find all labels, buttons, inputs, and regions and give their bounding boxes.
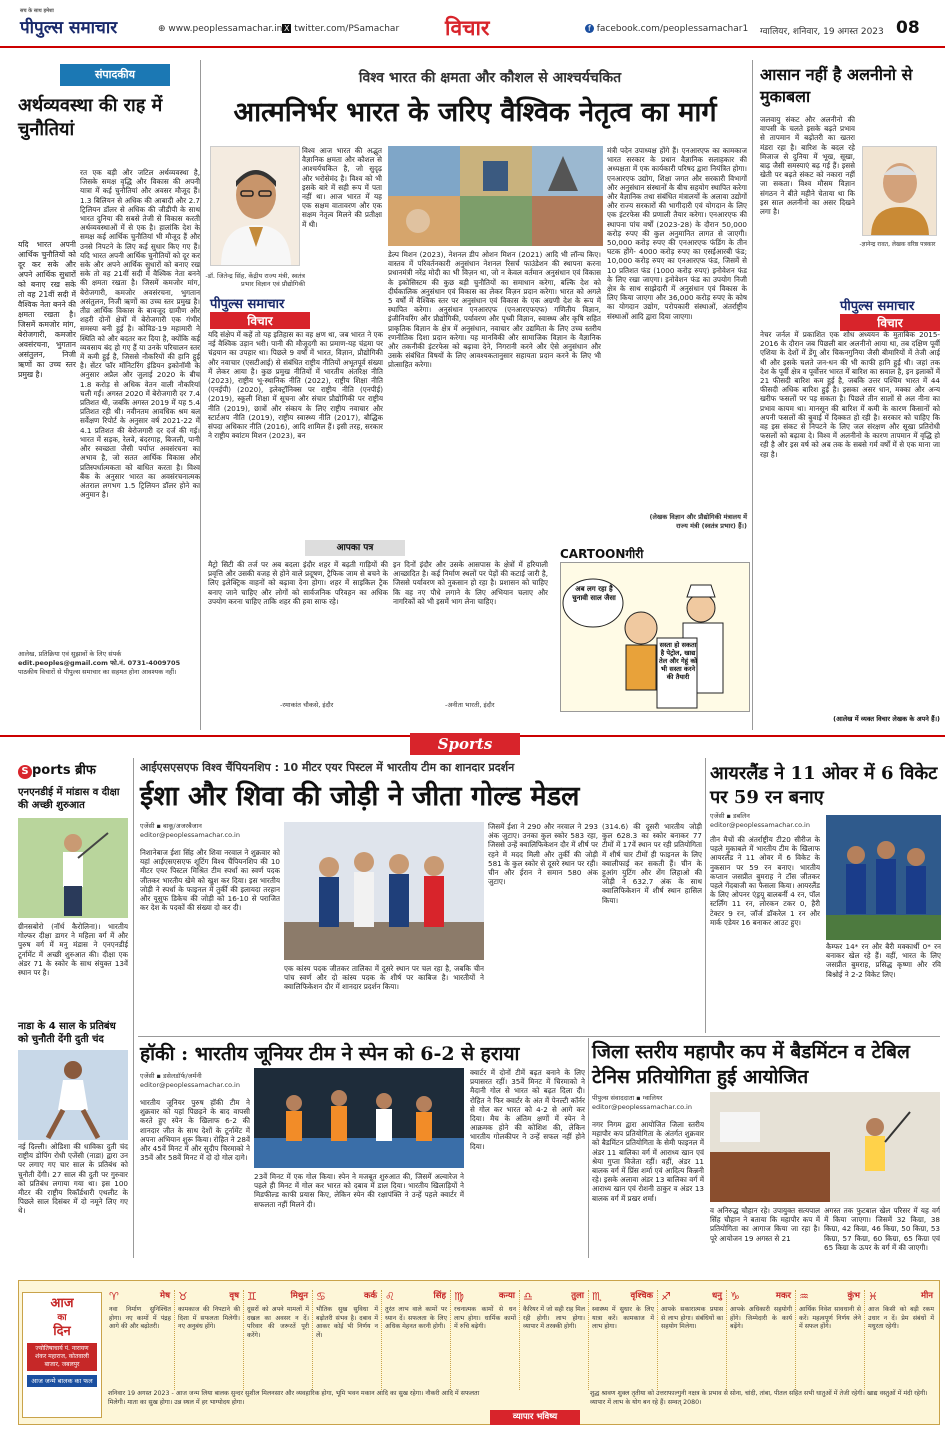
lead-body-col3: मंत्री पदेन उपाध्यक्ष होंगे हैं। एनआरएफ का कामकाज भारत सरकार के प्रधान वैज्ञानिक सलाहकार की अध्यक्षता में एक कार्यकारी परिषद द्वारा नियंत्रित होगा। एनआरएफ उद्योग, शिक्षा जगत और सरकारी विभागों और अनुसंधान संस्थानों के बीच सहयोग स्थापित करेगा और वैज्ञानिक तथा संबंधित मंत्रालयों के अलावा उद्योगों और राज्य सरकारों की भागीदारी एवं योगदान के लिए एक इंटरफेस की प्रणाली तैयार करेगा। एनआरएफ की स्थापना पांच वर्षों (2023-28) के दौरान 50,000 करोड़ रुपए की कुल अनुमानित लागत से जाएगी। 50,000 करोड़ रुपए की एनआरएफ फंडिंग के तीन घटक होंगे- 4000 करोड़ रुपए का एसईआरबी फंड; 10,000 करोड़ रुपए का एनआरएफ फंड, जिसमें से 10 प्रतिशत फंड (1000 करोड़ रुपए) इनोवेशन फंड के लिए रखा जाएगा। इनोवेशन फंड का उपयोग निजी क्षेत्र के साथ साझेदारी में अनुसंधान एवं विकास के लिए किया जाएगा और 36,000 करोड़ रुपए के कोष का योगदान उद्योग, परोपकारी संस्थाओं, अंतर्राष्ट्रीय संस्थाओं आदि द्वारा दिया जाएगा। — [607, 146, 747, 321]
shooting-team-photo — [284, 822, 484, 960]
brief-label-text: ports ब्रीफ — [32, 763, 96, 778]
lead-body-col1b: यदि संक्षेप में कहें तो यह इतिहास का वह क्षण था, जब भारत ने एक नई वैश्विक उड़ान भरी। पानी की मौजूदगी का प्रमाण-यह चंद्रमा पर चंद्रयान का उपहार था। पिछले 9 वर्षों में भारत, विज्ञान, प्रौद्योगिकी और नवाचार (एसटीआई) से संबंधित राष्ट्रीय नीतियों अभूतपूर्व संख्या में लेकर आया है। कुछ प्रमुख नीतियों में भारतीय अंतरिक्ष नीति (2023), राष्ट्रीय भू-स्थानिक नीति (2022), राष्ट्रीय शिक्षा नीति (एनईपी) (2020), इलेक्ट्रॉनिक्स पर राष्ट्रीय नीति (एनपीई) (2019), स्कूली शिक्षा में सूचना और संचार प्रौद्योगिकी पर राष्ट्रीय नीति (2019), छात्रों और संकाय के लिए राष्ट्रीय नवाचार और स्टार्टअप नीति (2019), राष्ट्रीय स्वास्थ्य नीति (2017), बौद्धिक संपदा अधिकार नीति (2016), आदि शामिल हैं। इसी तरह, सरकार ने राष्ट्रीय क्वांटम मिशन (2023), बन — [208, 330, 383, 441]
sign-name: कुंभ — [847, 1291, 860, 1301]
cartoon-bubble-2: सस्ता हो सकता है पेट्रोल, खाद्य तेल और गेहूं को भी सस्ता करने की तैयारी — [659, 641, 697, 681]
author-photo — [210, 146, 300, 266]
sports-brief-label — [18, 760, 128, 779]
cartoon-panel — [560, 562, 750, 712]
facebook-icon: f — [585, 24, 594, 33]
horoscope-title-box — [22, 1292, 102, 1418]
horoscope-title-3: दिन — [53, 1324, 71, 1339]
ireland-body-col1: तीन मैचों की अंतर्राष्ट्रीय टी20 सीरीज के पहले मुकाबले में भारतीय टीम के खिलाफ आयरलैंड ने 11 ओवर में 6 विकेट के नुकसान पर 59 रन बनाए। भारतीय कप्तान जसप्रीत बुमराह ने टॉस जीतकर पहले गेंदबाजी का फैसला किया। आयरलैंड के लिए ओपनर एंड्रयू बालबर्नी 4 रन, पॉल स्टर्लिंग 11 रन, लोरकन टकर 0, हैरी टेक्टर 9 रन, जॉर्ज डॉकरेल 1 रन और मार्क एडेयर 16 बनाकर आउट हुए। — [710, 835, 820, 927]
sign-leo — [382, 1290, 451, 1390]
horoscope-child-forecast: शनिवार 19 अगस्त 2023 - आज जन्म लिया बालक सुन्दर सुशील मिलनसार और व्यवहारिक होगा, भूमि भवन मकान आदि का सुख रहेगा। नौकरी आदि में सफलता मिलेगी। माता का सुख होगा। उन्न स्थल में हर भाग्योदय होगा। — [108, 1390, 480, 1406]
sign-cancer — [313, 1290, 382, 1390]
horoscope-title-2: का — [57, 1313, 67, 1323]
pisces-icon: ♓ — [868, 1290, 878, 1303]
hockey-byline-email[interactable]: editor@peoplessamachar.co.in — [140, 1081, 240, 1089]
right-author-photo — [862, 146, 937, 236]
shooting-body-col2: एक कांस्य पदक जीतकर तालिका में दूसरे स्थान पर चल रहा है, जबकि चीन पांच स्वर्ण और दो कांस्य पदक के शीर्ष पर काबिज है। भारतीयों ने क्वालिफिकेशन दौर में शानदार प्रदर्शन किया। — [284, 964, 484, 992]
editorial-badge: संपादकीय — [60, 64, 170, 86]
lead-logo: पीपुल्स समाचार — [210, 294, 310, 312]
facebook-text: facebook.com/peoplessamachar1 — [596, 24, 749, 34]
badminton-body-col1: नगर निगम द्वारा आयोजित जिला स्तरीय महापौर कप प्रतियोगिता के अंतर्गत शुक्रवार को बैडमिंटन प्रतियोगिता के सेमी फाइनल में अंडर 11 बालिका वर्ग में आराध्य खान एवं श्रेया गुप्ता विजेता रहीं। वहीं, अंडर 11 बालक वर्ग में प्रिंस शर्मा एवं आदित्य किन्ननी रहे। इसके अलावा अंडर 13 बालिका वर्ग में आराध्य खान एवं रोशनी ठाकुर व अंडर 13 बालक वर्ग में प्रखर शर्मा। — [592, 1120, 704, 1203]
sign-sagittarius — [658, 1290, 727, 1390]
badminton-byline-email[interactable]: editor@peoplessamachar.co.in — [592, 1103, 692, 1111]
right-author-caption: -ज्ञानेन्द्र रावत, लेखक वरिष्ठ पत्रकार — [859, 241, 936, 248]
right-body-col-b: नेचर जर्नल में प्रकाशित एक शोध अध्ययन के मुताबिक 2015-2016 के दौरान जब पिछली बार अलनीनो आया था, तब दक्षिण पूर्वी एशिया के देशों में डेंगू और चिकनगुनिया जैसी बीमारियों में तेजी आई थी और इसके चलते जन-धन की भी काफी हानि हुई थी। जहां तक देश के पूर्वी क्षेत्र व पूर्वोत्तर भारत में बारिश का सवाल है, इन इलाकों में 21 फीसदी बारिश कम हुई है, जबकि उत्तर पश्चिम भारत में 44 फीसदी अधिक बारिश हुई है। इसका असर धान, मक्का और अन्य खरीफ फसलों पर पड़ सकता है। पिछले तीन सालों से अल नीना का प्रभाव कायम था। मानसून की बारिश में कमी के कारण किसानों को अपनी फसलों की बुवाई में दिक्कत हो रही है। सरकार को चाहिए कि वह इस संकट से निपटने के लिए जल संरक्षण और सूखा प्रतिरोधी फसलों को बढ़ावा दे। विश्व में अलनीनो के कारण तापमान में वृद्धि हो रही है और इस वर्ष को अब तक के सबसे गर्म वर्षों में से एक माना जा रहा है। — [760, 330, 940, 459]
brief-1-headline[interactable]: एनएनडीई में मांडास व दीक्षा की अच्छी शुरुआत — [18, 787, 120, 811]
lead-kicker: विश्व भारत की क्षमता और कौशल से आश्चर्यचकित — [358, 70, 622, 86]
aquarius-icon: ♒ — [799, 1290, 809, 1303]
sign-name: सिंह — [433, 1291, 446, 1301]
libra-icon: ♎ — [523, 1290, 533, 1303]
brief-2-body: नई दिल्ली। ओडिशा की धाविका दुती चंद राष्ट्रीय डोपिंग रोधी एजेंसी (नाडा) द्वारा उन पर लगाए गए चार साल के प्रतिबंध को चुनौती देंगी। 27 साल की दुती पर गुरुवार को प्रतिबंध लगाया गया था। इस 100 मीटर की राष्ट्रीय रिकॉर्डधारी एथलीट के पिछले साल दिसंबर में दो नमूने लिए गए थे। — [18, 1142, 128, 1216]
right-signature: (आलेख में व्यक्त विचार लेखक के अपने हैं।) — [833, 715, 940, 723]
sign-libra — [520, 1290, 589, 1390]
india-team-photo — [826, 815, 941, 940]
letter-1: मैट्रो सिटी की तर्ज पर अब बदला इंदौर शहर में बढ़ती गाड़ियों की प्रवृत्ति और उसकी वजह से होने वाले प्रदूषण, ट्रैफिक जाम से बचने के लिए इलेक्ट्रिक वाहनों को बढ़ावा देना होगा। शहर में साइकिल ट्रैक बनाए जाने चाहिए और लोगों को सार्वजनिक परिवहन का अधिक उपयोग करना चाहिए ताकि शहर की हवा साफ रहे। — [208, 560, 388, 606]
sign-aquarius — [796, 1290, 865, 1390]
right-logo-block — [840, 296, 940, 331]
sign-name: कर्क — [363, 1291, 377, 1301]
sign-name: मेष — [160, 1291, 170, 1301]
logo-tagline: सच के साथ हमेशा — [20, 8, 54, 14]
cartoon-bubble-1: अब लग रहा है चुनावी साल जैसा — [572, 585, 616, 602]
logo-text: पीपुल्स समाचार — [20, 18, 118, 38]
lead-sign-line2: राज्य मंत्री (स्वतंत्र प्रभार) हैं।) — [676, 522, 747, 530]
section-title: विचार — [445, 15, 490, 40]
facebook-link[interactable] — [585, 24, 748, 34]
sign-text: आपके सकारात्मक प्रयास से लाभ होगा। संबंधियों का सहयोग मिलेगा। — [661, 1306, 723, 1330]
brief-2-athlete-photo — [18, 1050, 128, 1140]
cancer-icon: ♋ — [316, 1290, 326, 1303]
hockey-byline-agency: एजेंसी ▪ डसेलडॉर्फ/जर्मनी — [140, 1072, 202, 1080]
sign-text: कामकाज की निपटाने की दिशा में सफलता मिलेगी। नए अनुबंध होंगे। — [178, 1306, 240, 1330]
letter-1-signature: -रमाकांत चौकसे, इंदौर — [280, 701, 334, 709]
scorpio-icon: ♏ — [592, 1290, 602, 1303]
sign-name: वृष — [229, 1291, 239, 1301]
twitter-text: twitter.com/PSamachar — [294, 24, 400, 34]
hockey-headline[interactable]: हॉकी : भारतीय जूनियर टीम ने स्पेन को 6-2 से हराया — [140, 1043, 520, 1065]
author-caption: -डॉ. जितेन्द्र सिंह, केंद्रीय राज्य मंत्री, स्वतंत्र प्रभार विज्ञान एवं प्रौद्योगिकी — [205, 272, 305, 288]
lead-headline[interactable]: आत्मनिर्भर भारत के जरिए वैश्विक नेतृत्व का मार्ग — [233, 97, 717, 128]
dateline: ग्वालियर, शनिवार, 19 अगस्त 2023 — [760, 27, 884, 37]
sign-virgo — [451, 1290, 520, 1390]
shooting-body-col4: (314.6) की दूसरी भारतीय जोड़ी कुल 628.3 का स्कोर बनाकर 77 टीमों में 17वें स्थान पर रही प्रतियोगिता में शीर्ष चार टीमों ही फाइनल के लिए क्वालीफाई कर सकती हैं। चीन के हुआंग युटिंग और शेंग लिहाओ की जोड़ी ने 632.7 अंक के साथ क्वालिफिकेशन में शीर्ष स्थान हासिल किया। — [602, 822, 702, 905]
aries-icon: ♈ — [109, 1290, 119, 1303]
shooting-byline-agency: एजेंसी ▪ बाकू/अजरबैजान — [140, 822, 202, 830]
shooting-headline[interactable]: ईशा और शिवा की जोड़ी ने जीता गोल्ड मेडल — [140, 781, 580, 812]
sign-text: स्वास्थ्य में सुधार के लिए यात्रा करें। कामकाज में लाभ होगा। — [592, 1306, 654, 1330]
sign-pisces — [865, 1290, 937, 1390]
leo-icon: ♌ — [385, 1290, 395, 1303]
badminton-body-col3: अगस्त तक फुटबाल खेल परिसर में यह वर्ग में किया जाएगा। जिसमें 32 किग्रा, 38 किग्रा, 42 किग्रा, 46 किग्रा, 50 किग्रा, 53 किग्रा, 57 किग्रा, 60 किग्रा, 65 किग्रा एवं 65 किग्रा के ऊपर के वर्ग में की जाएगी। — [824, 1206, 940, 1252]
ireland-byline-email[interactable]: editor@peoplessamachar.co.in — [710, 821, 810, 829]
lead-signature — [607, 512, 747, 530]
hockey-team-photo — [254, 1068, 464, 1168]
sign-text: रचनात्मक कामों से धन लाभ होगा। धार्मिक कामों में रुचि बढ़ेगी। — [454, 1306, 516, 1330]
editorial-disclaimer: पाठकीय विचारों से पीपुल्स समाचार का सहमत होना आवश्यक नहीं। — [18, 668, 177, 676]
editorial-contact-email[interactable]: edit.peoples@gmail.com फो.नं. 0731-4009705 — [18, 659, 181, 667]
badminton-byline — [592, 1094, 702, 1112]
right-vichar-tag: विचार — [840, 314, 940, 331]
brief-2-headline[interactable]: नाडा के 4 साल के प्रतिबंध को चुनौती देंगी दुती चंद — [18, 1021, 116, 1045]
shooting-byline-email[interactable]: editor@peoplessamachar.co.in — [140, 831, 240, 839]
editorial-footer — [18, 650, 218, 677]
hockey-body-col2: 23वें मिनट में एक गोल किया। स्पेन ने मजबूत शुरुआत की, जिसमें अल्वारेज ने पहले ही मिनट में गोल कर भारत को दबाव में डाल दिया। भारतीय खिलाड़ियों ने मिडफील्ड काफी प्रयास किए, लेकिन स्पेन की रक्षापंक्ति ने उन्हें पहले क्वार्टर में सफलता नहीं मिलने दी। — [254, 1172, 464, 1209]
right-logo: पीपुल्स समाचार — [840, 296, 940, 314]
sign-text: तुरंत लाभ वाले कामों पर ध्यान दें। सफलता के लिए अधिक मेहनत करनी होगी। — [385, 1306, 447, 1330]
s-badge-icon: S — [18, 765, 32, 779]
hockey-byline — [140, 1072, 250, 1090]
sign-name: मकर — [775, 1291, 791, 1301]
sign-aries — [106, 1290, 175, 1390]
business-forecast-text: शुद्ध श्रावण शुक्ल तृतीया को उत्तराफाल्गुनी नक्षत्र के प्रभाव से सोना, चांदी, तांबा, पीतल सहित सभी धातुओं में तेजी रहेगी। खाद्य वस्तुओं में मंदी रहेगी। व्यापार में लाभ के योग बन रहे हैं। सम्वत् 2080। — [590, 1390, 928, 1406]
editorial-pull-quote: यदि भारत अपनी आर्थिक चुनौतियों को दूर कर सके और अपने आर्थिक सुधारों को बनाए रख सके तो वह 21वीं सदी में वैश्विक नेता बनने की क्षमता रखता है। जिसमें कमजोर मांग, बेरोजगारी, कमजोर अवसंरचना, भुगतान असंतुलन, निजी ऋणों का उच्च स्तर प्रमुख है। — [18, 240, 76, 379]
shooting-byline — [140, 822, 280, 840]
horoscope-child-label: आज जन्मे बालक का फल — [27, 1375, 97, 1387]
site-url-text: www.peoplessamachar.in — [168, 24, 283, 34]
capricorn-icon: ♑ — [730, 1290, 740, 1303]
sign-name: वृश्चिक — [630, 1291, 653, 1301]
sign-scorpio — [589, 1290, 658, 1390]
lead-body-col1: विश्व आज भारत की अद्भुत वैज्ञानिक क्षमता और कौशल से आश्चर्यचकित है, जो सुदृढ़ और भरोसेमंद है। विश्व को भी इसके बारे में सही रूप में पता नहीं था। आज भारत में यह एक सक्षम वातावरण और एक सक्षम नेतृत्व मिलने की प्रतीक्षा में थी। — [302, 146, 382, 229]
horoscope-title-1: आज — [50, 1296, 74, 1311]
lead-collage-image — [388, 146, 603, 246]
horoscope-astrologer: ज्योतिषाचार्य पं. नारायण शंकर महाराज, कोतवाली बाजार, जबलपुर — [27, 1343, 97, 1371]
sports-label: Sports — [410, 733, 520, 755]
brief-1-golfer-photo — [18, 818, 128, 918]
sign-text: दूसरों को अपने मामलों में दखल का अवसर न दें। परिवार की जरूरतें पूरी करेंगे। — [247, 1306, 309, 1339]
right-body-col-a: जलवायु संकट और अलनीनो की वापसी के चलते इसके बढ़ते प्रभाव से तापमान में बढ़ोतरी का खतरा मंडरा रहा है। बारिश के बदल रहे मिजाज से दुनिया में भूख, सूखा, बाढ़ जैसी समस्याएं बढ़ गई हैं। इससे खेती पर बढ़ते संकट को नकारा नहीं जा सकता। विश्व मौसम विज्ञान संगठन ने बीते महीने चेताया था कि इस साल अलनीनो का असर दिखने लगा है। — [760, 115, 855, 217]
letters-tag: आपका पत्र — [305, 540, 405, 556]
page-number: 08 — [896, 18, 920, 38]
sign-name: धनु — [712, 1291, 722, 1301]
hockey-body-col3: क्वार्टर में दोनों टीमें बढ़त बनाने के लिए प्रयासरत रहीं। 35वें मिनट में चिरमाको ने मैदानी गोल से भारत को बढ़त दिला दी। रोहित ने फिर क्वार्टर के अंत में पेनल्टी कॉर्नर से गोल कर भारत को 4-2 से आगे कर दिया। मैच के अंतिम क्षणों में स्पेन ने आक्रमक होने की कोशिश की, लेकिन भारतीय गोलकीपर ने उन्हें सफल नहीं होने दिया। — [470, 1068, 585, 1151]
badminton-headline[interactable]: जिला स्तरीय महापौर कप में बैडमिंटन व टेबिल टेनिस प्रतियोगिता हुई आयोजित — [592, 1041, 910, 1088]
ireland-headline[interactable]: आयरलैंड ने 11 ओवर में 6 विकेट पर 59 रन बनाए — [710, 763, 938, 808]
newspaper-logo[interactable] — [20, 8, 118, 38]
sign-text: कैरियर में जो सही राह मिल रही होगी। लाभ होगा। व्यापार में तरक्की होगी। — [523, 1306, 585, 1330]
twitter-link[interactable] — [282, 24, 399, 34]
sign-text: आर्थिक निवेश सावधानी से करें। महत्वपूर्ण निर्णय लेने में सफल होंगे। — [799, 1306, 861, 1330]
x-logo-icon: X — [284, 24, 290, 33]
ireland-byline — [710, 812, 825, 830]
shooting-body-col1: निशानेबाज ईशा सिंह और शिवा नरवाल ने शुक्रवार को यहां आईएसएसएफ शूटिंग विश्व चैंपियनशिप की 10 मीटर एयर पिस्टल मिश्रित टीम स्पर्धा का स्वर्ण पदक जीतकर भारतीय खेमे को खुश कर दिया। इस भारतीय जोड़ी ने स्पर्धा के फाइनल में तुर्की की इलायदा तरहान और यूसुफ डिकेच की जोड़ी को 16-10 से पराजित कर देश के पदकों की संख्या दो कर दी। — [140, 848, 280, 913]
shooting-body-col3: जिसमें ईशा ने 290 और नरवाल ने 293 अंक जुटाए। उनका कुल स्कोर 583 रहा, जिससे उन्हें क्वालिफिकेशन दौर में शीर्ष पर रहने में मदद मिली और तुर्की की जोड़ी 581 के कुल स्कोर से दूसरे स्थान पर रही। चीन और ईरान ने समान 580 अंक जुटाए। — [488, 822, 598, 887]
ireland-body-col2: कैम्फर 14* रन और बैरी मक्कार्थी 0* रन बनाकर खेल रहे हैं। वहीं, भारत के लिए जसप्रीत बुमराह, प्रसिद्ध कृष्णा और रवि बिश्नोई ने 2-2 विकेट लिए। — [826, 942, 941, 979]
lead-sign-line1: (लेखक विज्ञान और प्रौद्योगिकी मंत्रालय में — [649, 513, 747, 521]
badminton-photo — [710, 1092, 940, 1202]
sign-text: आज किसी को बड़ी रकम उधार न दें। प्रेम संबंधों में मधुरता रहेगी। — [868, 1306, 934, 1330]
sign-text: नवा निर्माण सुनिश्चित होगा। नए कामों में पंद्रह आगे की और बढ़ोतरी। — [109, 1306, 171, 1330]
sign-name: कन्या — [498, 1291, 515, 1301]
shooting-kicker: आईएसएसएफ विश्व चैंपियनशिप : 10 मीटर एयर पिस्टल में भारतीय टीम का शानदार प्रदर्शन — [140, 761, 515, 774]
sign-name: मिथुन — [290, 1291, 308, 1301]
hockey-body-col1: भारतीय जूनियर पुरुष हॉकी टीम ने शुक्रवार को यहां पिछड़ने के बाद वापसी करते हुए स्पेन के खिलाफ 6-2 की शानदार जीत के साथ देशों के टूर्नामेंट में अपना अभियान शुरू किया। रोहित ने 28वें और 45वें मिनट में और सुदीप चिरमाको ने 35वें और 58वें मिनट में दो दो गोल दागे। — [140, 1098, 250, 1163]
lead-logo-block — [210, 294, 310, 329]
sign-gemini — [244, 1290, 313, 1390]
site-url-link[interactable] — [158, 24, 282, 34]
lead-vichar-tag: विचार — [210, 312, 310, 329]
badminton-body-col2: व अनिरुद्ध चौहान रहे। उपायुक्त सत्यपाल सिंह चौहान ने बताया कि महापौर कप में प्रतियोगिता का आगाज किया जा रहा है। पूरे आयोजन 19 अगस्त से 21 — [710, 1206, 820, 1243]
sign-text: भौतिक सुख सुविधा में बढ़ोतरी संभव है। दबाव में आकर कोई भी निर्णय न लें। — [316, 1306, 378, 1339]
badminton-byline-agency: पीपुल्स संवाददाता ▪ ग्वालियर — [592, 1094, 663, 1102]
lead-body-col2: डेल्प मिशन (2023), नेशनल डीप ओशन मिशन (2021) आदि भी लॉन्च किए। वास्तव में परिवर्तनकारी अनुसंधान नेशनल रिसर्च फाउंडेशन की स्थापना करना प्रधानमंत्री नरेंद्र मोदी का भी विज़न था, जो न केवल वर्तमान अनुसंधान एवं विकास के इकोसिस्टम की कुछ बड़ी चुनौतियों का समाधान करेगा, बल्कि देश को दीर्घकालिक अनुसंधान एवं विकास का लेकर विज़न प्रदान करेगा। भारत को अगले 5 वर्षों में वैश्विक स्तर पर अनुसंधान एवं विकास के एक अग्रणी देश के रूप में स्थापित करेगा। अनुसंधान एनआरएफ (एनआरएफएफ) गणितीय विज्ञान, इंजीनियरिंग और प्रौद्योगिकी, पर्यावरण और पृथ्वी विज्ञान, स्वास्थ्य और कृषि सहित प्राकृतिक विज्ञान के क्षेत्र में अनुसंधान, नवाचार और उद्यमिता के लिए उच्च स्तरीय रणनीतिक दिशा प्रदान करेगा। यह मानविकी और सामाजिक विज्ञान के वैज्ञानिक और तकनीकी इंटरफेस को बढ़ावा देने, निगरानी करने और ऐसे अनुसंधान और उसके संबंधित विषयों के लिए आवश्यकतानुसार सहायता प्रदान करने के लिए भी प्रोत्साहित करेगा। — [388, 250, 601, 370]
letter-2-signature: -अनीता भारती, इंदौर — [445, 701, 495, 709]
taurus-icon: ♉ — [178, 1290, 188, 1303]
sign-text: आपके अधिकारी सहयोगी होंगे। जिम्मेदारी के कार्य बढ़ेंगे। — [730, 1306, 792, 1330]
virgo-icon: ♍ — [454, 1290, 464, 1303]
business-forecast-label: व्यापार भविष्य — [490, 1410, 580, 1425]
sign-taurus — [175, 1290, 244, 1390]
editorial-headline[interactable]: अर्थव्यवस्था की राह में चुनौतियां — [18, 95, 163, 140]
brief-1-body: ग्रीनसबोरो (नॉर्थ कैरोलिना)। भारतीय गोल्फर दीक्षा डागर ने महिला वर्ग में और पुरुष वर्ग में मनु मंडास ने एनएनडीई टूर्नामेंट में अच्छी शुरुआत की। दीक्षा एक अंडर 71 के स्कोर के साथ संयुक्त 13वें स्थान पर है। — [18, 922, 128, 978]
editorial-body-main: रत एक बड़ी और जटिल अर्थव्यवस्था है, जिसके समक्ष वृद्धि और विकास की अपनी यात्रा में कई चुनौतियां और अवसर मौजूद हैं। 1.3 बिलियन से अधिक की आबादी और 2.7 ट्रिलियन डॉलर से अधिक की जीडीपी के साथ भारत दुनिया की सबसे तेजी से विकास करती अर्थव्यवस्थाओं में से एक है। हालांकि देश के समक्ष कई आर्थिक चुनौतियां भी मौजूद हैं और उनसे निपटने के लिए कई सुधार किए गए हैं। यदि भारत अपनी आर्थिक चुनौतियों को दूर कर सके और अपने आर्थिक सुधारों को बनाए रख सके तो वह 21वीं सदी में वैश्विक नेता बनने की क्षमता रखता है। जिसमें कमजोर मांग, बेरोजगारी, कमजोर अवसंरचना, भुगतान असंतुलन, निजी ऋणों का उच्च स्तर प्रमुख है। तीव्र आर्थिक विकास के बावजूद ग्रामीण और शहरी दोनों क्षेत्रों में बेरोजगारी एक गंभीर समस्या बनी हुई है। कोविड-19 महामारी ने स्थिति को और बदतर कर दिया है, क्योंकि कई व्यवसाय बंद हो गए हैं या उनके परिचालन स्तर में कमी हुई है, जिससे नौकरियों की हानि हुई है। सेंटर फॉर मॉनिटरिंग इंडियन इकोनॉमी के अनुसार अप्रैल और जुलाई 2020 के बीच 1.8 करोड़ से अधिक वेतन वाली नौकरियां चली गईं। अगस्त 2020 में बेरोजगारी दर 7.4 प्रतिशत थी, जबकि अगस्त 2019 में यह 5.4 प्रतिशत रही थी। नवीनतम आवधिक श्रम बल सर्वेक्षण रिपोर्ट के अनुसार वर्ष 2021-22 में 4.1 प्रतिशत की बेरोजगारी दर दर्ज की गई। भारत में सड़क, रेलवे, बंदरगाह, बिजली, पानी और स्वच्छता जैसी पर्याप्त अवसंरचना का अभाव है, जो सतत आर्थिक विकास और प्रतिस्पर्धात्मकता को बाधित करता है। विश्व बैंक के अनुसार भारत का अवसंरचनात्मक अंतराल लगभग 1.5 ट्रिलियन डॉलर होने का अनुमान है। — [80, 168, 200, 500]
letter-2: इन दिनों इंदौर और उसके आसपास के क्षेत्रों में हरियाली आच्छादित है। कई निर्माण स्थलों पर पेड़ों की कटाई जारी है, जिससे पर्यावरण को नुकसान हो रहा है। प्रशासन को चाहिए कि वह नए पौधे लगाने के लिए अभियान चलाए और नागरिकों को भी इसमें भाग लेना चाहिए। — [393, 560, 548, 606]
globe-icon: ⊕ — [158, 24, 166, 34]
ireland-byline-agency: एजेंसी ▪ डबलिन — [710, 812, 750, 820]
gemini-icon: ♊ — [247, 1290, 257, 1303]
sagittarius-icon: ♐ — [661, 1290, 671, 1303]
sign-capricorn — [727, 1290, 796, 1390]
right-headline[interactable]: आसान नहीं है अलनीनो से मुकाबला — [760, 65, 913, 106]
cartoon-title: CARTOONगीरी — [560, 547, 644, 561]
sign-name: मीन — [920, 1291, 933, 1301]
editorial-contact-label: आलेख, प्रतिक्रिया एवं सुझावों के लिए संपर्क — [18, 650, 122, 658]
sign-name: तुला — [571, 1291, 584, 1301]
